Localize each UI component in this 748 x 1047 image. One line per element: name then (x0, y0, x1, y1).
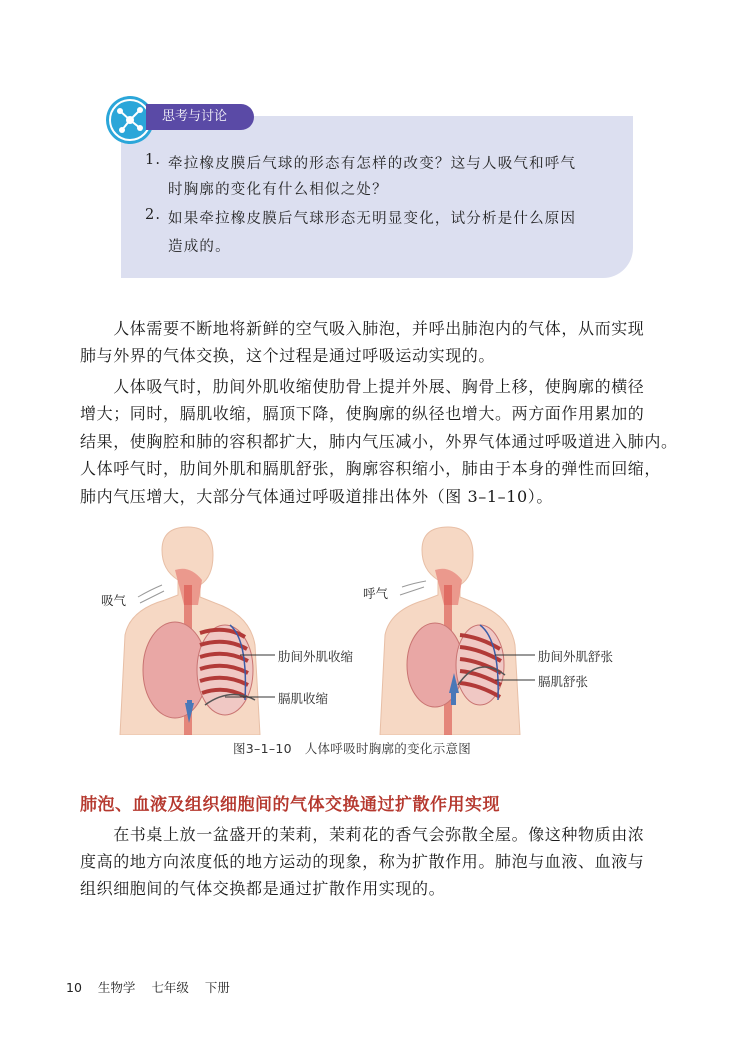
question-2-line2: 造成的。 (168, 239, 231, 255)
paragraph-line: 度高的地方向浓度低的地方运动的现象，称为扩散作用。肺泡与血液、血液与 (80, 852, 645, 871)
intercostal-relax-label: 肋间外肌舒张 (538, 649, 614, 664)
paragraph-line: 结果，使胸腔和肺的容积都扩大，肺内气压减小，外界气体通过呼吸道进入肺内。 (80, 432, 678, 451)
question-2-text: 如果牵拉橡皮膜后气球形态无明显变化，试分析是什么原因 (168, 211, 577, 227)
diaphragm-contract-label: 膈肌收缩 (278, 691, 329, 706)
intercostal-contract-label: 肋间外肌收缩 (278, 649, 354, 664)
breathing-figure (80, 525, 670, 735)
paragraph-line: 在书桌上放一盆盛开的茉莉，茉莉花的香气会弥散全屋。像这种物质由浓 (80, 825, 645, 844)
paragraph-line: 人体需要不断地将新鲜的空气吸入肺泡，并呼出肺泡内的气体，从而实现 (80, 319, 645, 338)
question-1-line2: 时胸廓的变化有什么相似之处？ (168, 182, 388, 198)
exhale-label: 呼气 (363, 586, 389, 601)
paragraph-line: 肺内气压增大，大部分气体通过呼吸道排出体外（图 3–1–10）。 (80, 487, 554, 506)
question-2-number: 2. (145, 207, 162, 223)
inhale-body-illustration (120, 527, 260, 735)
section-title: 肺泡、血液及组织细胞间的气体交换通过扩散作用实现 (80, 795, 500, 815)
footer-volume: 下册 (204, 980, 230, 995)
paragraph-line: 人体吸气时，肋间外肌收缩使肋骨上提并外展、胸骨上移，使胸廓的横径 (80, 377, 645, 396)
paragraph-line: 人体呼气时，肋间外肌和膈肌舒张，胸廓容积缩小，肺由于本身的弹性而回缩， (80, 459, 662, 478)
paragraph-line: 组织细胞间的气体交换都是通过扩散作用实现的。 (80, 879, 446, 898)
discussion-tab: 思考与讨论 (146, 104, 254, 130)
footer-grade: 七年级 (151, 980, 189, 995)
question-2-line1 (145, 207, 577, 228)
paragraph-line: 肺与外界的气体交换，这个过程是通过呼吸运动实现的。 (80, 346, 496, 365)
page-footer (66, 978, 242, 996)
footer-subject: 生物学 (97, 980, 136, 995)
question-1-text: 牵拉橡皮膜后气球的形态有怎样的改变？这与人吸气和呼气 (168, 156, 577, 172)
exhale-body-illustration (380, 527, 520, 735)
diaphragm-relax-label: 膈肌舒张 (538, 674, 589, 689)
inhale-label: 吸气 (101, 593, 127, 608)
figure-caption: 图3–1–10 人体呼吸时胸廓的变化示意图 (233, 741, 472, 756)
page-number: 10 (66, 980, 82, 995)
question-1-line1 (145, 152, 577, 173)
question-1-number: 1. (145, 152, 162, 168)
breathing-illustration (80, 525, 670, 735)
paragraph-line: 增大；同时，膈肌收缩，膈顶下降，使胸廓的纵径也增大。两方面作用累加的 (80, 404, 645, 423)
